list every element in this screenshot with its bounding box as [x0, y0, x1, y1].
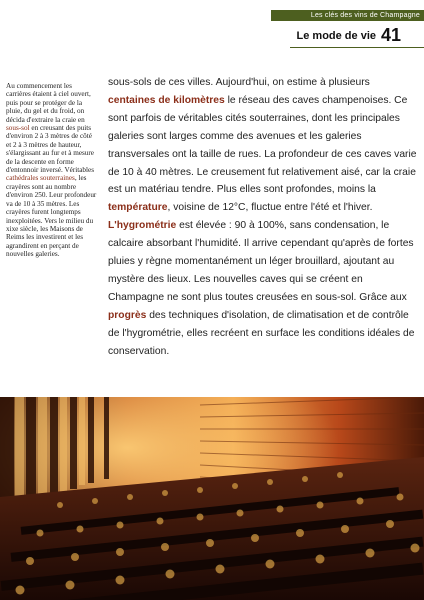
main-paragraph [108, 74, 418, 361]
cellar-photo-illustration [0, 397, 424, 600]
sidebar-keyword: sous-sol [6, 124, 30, 133]
body-keyword: centaines de kilomètres [108, 94, 225, 106]
body-text: des techniques d'isolation, de climatisation et de contrôle de l'hygrométrie, elles recréent en surface les conditions idéales de conservation. [108, 309, 415, 357]
page-number: 41 [381, 25, 402, 45]
series-header-band [271, 10, 424, 21]
body-text: le réseau des caves champenoises. Ce sont parfois de véritables cités souterraines, dont les principales galeries sont larges comme des avenues et les galeries transversales ont la taille de rues. La profondeur de ces caves varie de 10 à 40 mètres. Le creusement fut relativement aisé, car la craie est un matériau tendre. Plus elles sont profondes, moins la [108, 94, 417, 196]
body-keyword: L'hygrométrie [108, 220, 177, 232]
body-text: est élevée : 90 à 100%, sans condensation, le calcaire absorbant l'humidité. Il arrive cependant qu'après de fortes pluies y règne momentanément un léger brouillard, ajoutant au mystère des lieux. Les nouvelles caves qui se créent en Champagne ne sont plus toutes creusées en sous-sol. Grâce aux [108, 220, 414, 303]
main-body [108, 74, 418, 361]
chapter-title: Le mode de vie [296, 30, 376, 42]
body-text: , voisine de 12°C, fluctue entre l'été et l'hiver. [167, 202, 373, 214]
sidebar-paragraph [6, 82, 98, 259]
sidebar-text: en creusant des puits d'environ 2 à 3 mètres de côté et 2 à 3 mètres de hauteur, s'élargissant au fur et à mesure de la descente en forme d'entonnoir inversé. Véritables [6, 124, 94, 175]
sidebar-note [6, 82, 98, 259]
cellar-photo [0, 397, 424, 600]
body-text: sous-sols de ces villes. Aujourd'hui, on estime à plusieurs [108, 77, 370, 88]
body-keyword: progrès [108, 309, 147, 321]
header-rule [290, 47, 424, 48]
series-title: Les clés des vins de Champagne [310, 12, 420, 19]
sidebar-text: , les crayères sont au nombre d'environ 250. Leur profondeur va de 10 à 35 mètres. Les crayères furent longtemps inexploitées. Vers le milieu du xixe siècle, les Maisons de Reims les investirent et les agrandirent en perçant de nouvelles galeries. [6, 174, 97, 259]
body-keyword: température [108, 202, 168, 214]
sidebar-text: Au commencement les carrières étaient à ciel ouvert, puis pour se protéger de la pluie, du gel et du froid, on décida d'extraire la craie en [6, 82, 91, 124]
sidebar-keyword: cathédrales souterraines [6, 174, 75, 183]
